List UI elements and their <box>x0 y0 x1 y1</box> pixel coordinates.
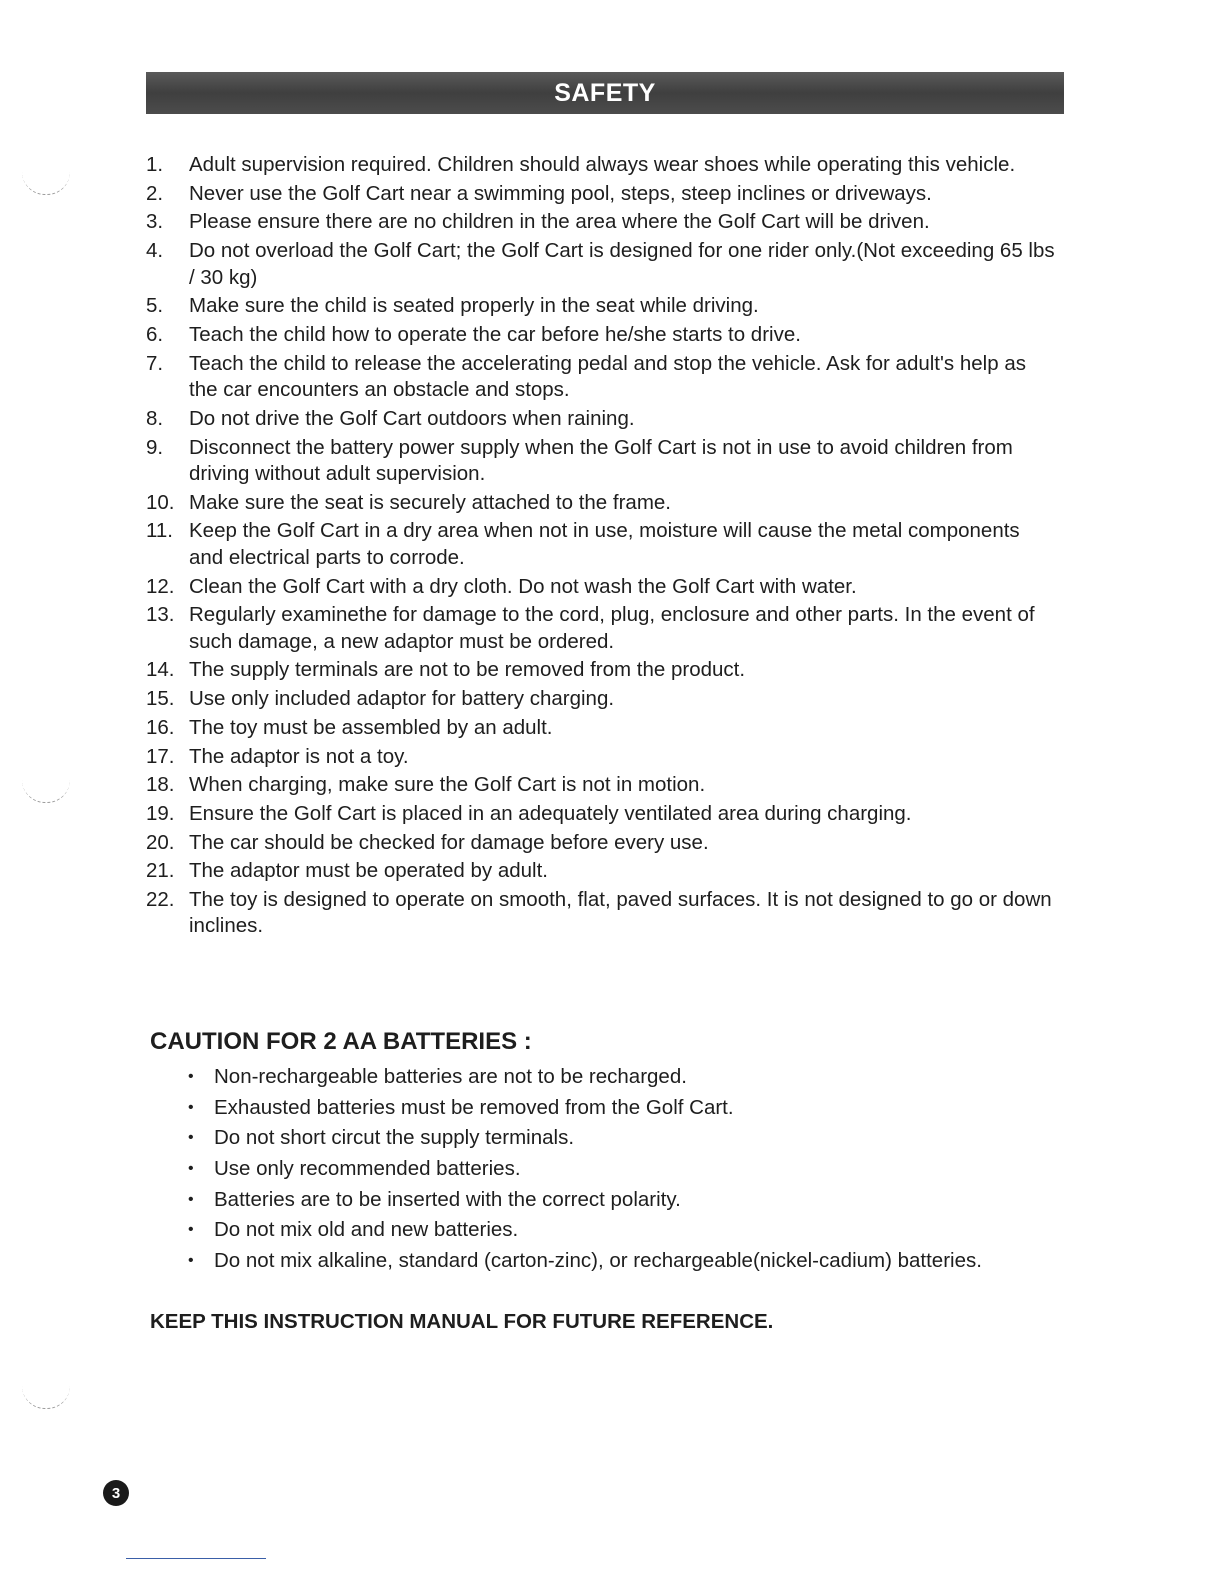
safety-item-text: Clean the Golf Cart with a dry cloth. Do not wash the Golf Cart with water. <box>189 574 857 598</box>
safety-item-text: When charging, make sure the Golf Cart is not in motion. <box>189 773 706 797</box>
section-header-bar <box>146 72 1064 114</box>
bullet-icon: • <box>188 1190 194 1208</box>
safety-item-number: 12. <box>146 574 175 598</box>
binder-punch-mark <box>22 1386 70 1409</box>
caution-list <box>188 1064 1058 1279</box>
section-title: SAFETY <box>554 78 656 107</box>
safety-item-number: 15. <box>146 687 175 711</box>
bullet-icon: • <box>188 1129 194 1147</box>
safety-item-number: 22. <box>146 887 175 911</box>
safety-item <box>146 322 1056 349</box>
caution-item <box>188 1248 1058 1274</box>
safety-item <box>146 152 1056 179</box>
safety-item-text: Teach the child to release the accelerating pedal and stop the vehicle. Ask for adult's help as the car encounters an obstacle and stops. <box>189 351 1026 402</box>
page-number-badge: 3 <box>103 1480 129 1506</box>
bullet-icon: • <box>188 1252 194 1270</box>
safety-item <box>146 518 1056 571</box>
safety-item-text: The adaptor is not a toy. <box>189 744 409 768</box>
safety-item-text: The adaptor must be operated by adult. <box>189 859 548 883</box>
caution-item <box>188 1217 1058 1243</box>
safety-item <box>146 293 1056 320</box>
safety-item <box>146 772 1056 799</box>
safety-item-number: 17. <box>146 744 175 768</box>
safety-item-number: 3. <box>146 210 164 234</box>
safety-item <box>146 181 1056 208</box>
safety-item-number: 13. <box>146 603 175 627</box>
safety-item-number: 11. <box>146 519 173 543</box>
safety-item-text: Ensure the Golf Cart is placed in an adequately ventilated area during charging. <box>189 801 912 825</box>
safety-item-text: The supply terminals are not to be removed from the product. <box>189 658 746 682</box>
safety-item-text: Make sure the seat is securely attached to the frame. <box>189 490 671 514</box>
safety-item-number: 10. <box>146 490 175 514</box>
safety-item-number: 19. <box>146 801 175 825</box>
caution-item-text: Do not mix old and new batteries. <box>214 1218 519 1242</box>
caution-item-text: Non-rechargeable batteries are not to be recharged. <box>214 1065 687 1088</box>
safety-item <box>146 887 1056 940</box>
safety-list <box>146 152 1056 942</box>
caution-item <box>188 1156 1058 1182</box>
safety-item-text: Do not drive the Golf Cart outdoors when raining. <box>189 406 635 430</box>
caution-item-text: Use only recommended batteries. <box>214 1157 521 1181</box>
caution-item-text: Do not mix alkaline, standard (carton-zinc), or rechargeable(nickel-cadium) batteries. <box>214 1249 982 1273</box>
caution-item-text: Exhausted batteries must be removed from the Golf Cart. <box>214 1095 734 1119</box>
safety-item <box>146 351 1056 404</box>
safety-item <box>146 715 1056 742</box>
caution-heading: CAUTION FOR 2 AA BATTERIES : <box>150 1028 532 1055</box>
safety-item-text: Never use the Golf Cart near a swimming pool, steps, steep inclines or driveways. <box>189 181 932 205</box>
safety-item-number: 7. <box>146 351 164 375</box>
safety-item-text: The toy is designed to operate on smooth, flat, paved surfaces. It is not designed to go or down inclines. <box>189 887 1052 938</box>
binder-punch-mark <box>22 780 70 803</box>
bullet-icon: • <box>188 1160 194 1178</box>
safety-item-text: Make sure the child is seated properly in the seat while driving. <box>189 294 759 318</box>
safety-item-number: 16. <box>146 715 175 739</box>
safety-item-number: 1. <box>146 153 164 176</box>
bullet-icon: • <box>188 1221 194 1239</box>
safety-item <box>146 435 1056 488</box>
safety-item <box>146 657 1056 684</box>
safety-item-number: 4. <box>146 239 164 263</box>
safety-item-number: 2. <box>146 181 164 205</box>
bullet-icon: • <box>188 1098 194 1116</box>
safety-item-text: The car should be checked for damage before every use. <box>189 830 709 854</box>
caution-item <box>188 1064 1058 1090</box>
safety-item-text: The toy must be assembled by an adult. <box>189 715 553 739</box>
safety-item <box>146 744 1056 771</box>
safety-item-text: Do not overload the Golf Cart; the Golf Cart is designed for one rider only.(Not exceeding 65 lbs / 30 kg) <box>189 239 1055 289</box>
safety-item-number: 14. <box>146 658 175 682</box>
caution-item-text: Batteries are to be inserted with the correct polarity. <box>214 1187 681 1211</box>
safety-item-text: Keep the Golf Cart in a dry area when not in use, moisture will cause the metal components and electrical parts to corrode. <box>189 519 1020 569</box>
safety-item-text: Teach the child how to operate the car before he/she starts to drive. <box>189 322 801 346</box>
safety-item-text: Disconnect the battery power supply when the Golf Cart is not in use to avoid children from driving without adult supervision. <box>189 435 1013 485</box>
binder-punch-mark <box>22 172 70 195</box>
caution-item-text: Do not short circut the supply terminals. <box>214 1126 575 1150</box>
safety-item <box>146 858 1056 885</box>
safety-item-number: 18. <box>146 773 175 797</box>
safety-item-number: 21. <box>146 859 175 883</box>
safety-item <box>146 801 1056 828</box>
safety-item <box>146 574 1056 601</box>
safety-item-text: Adult supervision required. Children should always wear shoes while operating this vehicle. <box>189 153 1016 176</box>
safety-item-number: 9. <box>146 435 164 459</box>
safety-item-number: 5. <box>146 294 164 318</box>
safety-item <box>146 490 1056 517</box>
safety-item-text: Regularly examinethe for damage to the cord, plug, enclosure and other parts. In the event of such damage, a new adaptor must be ordered. <box>189 603 1035 653</box>
safety-item <box>146 602 1056 655</box>
bullet-icon: • <box>188 1068 194 1085</box>
safety-item <box>146 686 1056 713</box>
safety-item <box>146 406 1056 433</box>
caution-item <box>188 1187 1058 1213</box>
caution-item <box>188 1095 1058 1121</box>
safety-item-number: 20. <box>146 830 175 854</box>
bottom-divider <box>126 1558 266 1559</box>
safety-item <box>146 238 1056 291</box>
safety-item <box>146 830 1056 857</box>
safety-item-text: Please ensure there are no children in the area where the Golf Cart will be driven. <box>189 210 930 234</box>
caution-item <box>188 1125 1058 1151</box>
safety-item <box>146 209 1056 236</box>
safety-item-number: 8. <box>146 406 164 430</box>
safety-item-number: 6. <box>146 322 164 346</box>
safety-item-text: Use only included adaptor for battery charging. <box>189 687 615 711</box>
keep-manual-note: KEEP THIS INSTRUCTION MANUAL FOR FUTURE REFERENCE. <box>150 1310 774 1333</box>
